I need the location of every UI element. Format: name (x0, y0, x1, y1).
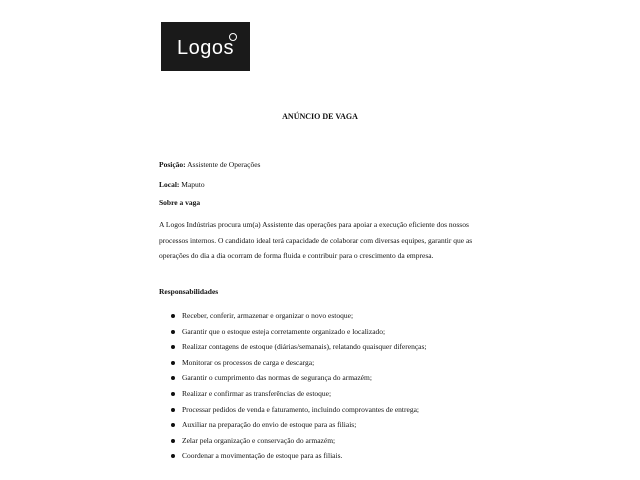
list-item (170, 370, 426, 386)
list-item-text: Garantir o cumprimento das normas de segurança do armazém; (182, 373, 372, 383)
list-item (170, 324, 426, 340)
location-label: Local: (159, 180, 180, 189)
bullet-icon (171, 454, 175, 458)
list-item (170, 339, 426, 355)
bullet-icon (171, 345, 175, 349)
list-item-text: Garantir que o estoque esteja corretamente organizado e localizado; (182, 326, 386, 336)
list-item (170, 402, 426, 418)
about-paragraph: A Logos Indústrias procura um(a) Assistente das operações para apoiar a execução eficiente dos nossos processos internos. O candidato ideal terá capacidade de colaborar com diversas equipes, garantir que as operações do dia a dia ocorram de forma fluida e contribuir para o crescimento da empresa. (159, 220, 473, 260)
responsibilities-list (170, 308, 426, 464)
list-item (170, 433, 426, 449)
bullet-icon (171, 423, 175, 427)
list-item-text: Auxiliar na preparação do envio de estoque para as filiais; (182, 420, 357, 430)
list-item (170, 417, 426, 433)
bullet-icon (171, 392, 175, 396)
list-item-text: Monitorar os processos de carga e descarga; (182, 357, 315, 367)
logo-text: Logos (177, 37, 234, 59)
bullet-icon (171, 439, 175, 443)
responsibilities-heading: Responsabilidades (159, 287, 219, 296)
position-label: Posição: (159, 160, 186, 169)
list-item (170, 308, 426, 324)
about-heading: Sobre a vaga (159, 198, 201, 207)
list-item-text: Receber, conferir, armazenar e organizar o novo estoque; (182, 311, 354, 320)
position-line (159, 160, 260, 169)
company-logo (161, 22, 250, 71)
bullet-icon (171, 330, 175, 334)
list-item-text: Realizar contagens de estoque (diárias/semanais), relatando quaisquer diferenças; (182, 342, 427, 352)
list-item-text: Processar pedidos de venda e faturamento, incluindo comprovantes de entrega; (182, 404, 420, 414)
list-item (170, 355, 426, 371)
document-title: ANÚNCIO DE VAGA (282, 112, 358, 121)
bullet-icon (171, 314, 175, 318)
list-item-text: Zelar pela organização e conservação do armazém; (182, 435, 336, 445)
bullet-icon (171, 376, 175, 380)
bullet-icon (171, 408, 175, 412)
bullet-icon (171, 361, 175, 365)
position-value: Assistente de Operações (187, 160, 261, 169)
list-item (170, 448, 426, 464)
list-item-text: Realizar e confirmar as transferências de estoque; (182, 388, 332, 398)
location-value: Maputo (181, 180, 205, 189)
list-item (170, 386, 426, 402)
list-item-text: Coordenar a movimentação de estoque para as filiais. (182, 451, 343, 461)
logo-mark-icon (229, 33, 237, 41)
location-line (159, 180, 205, 189)
